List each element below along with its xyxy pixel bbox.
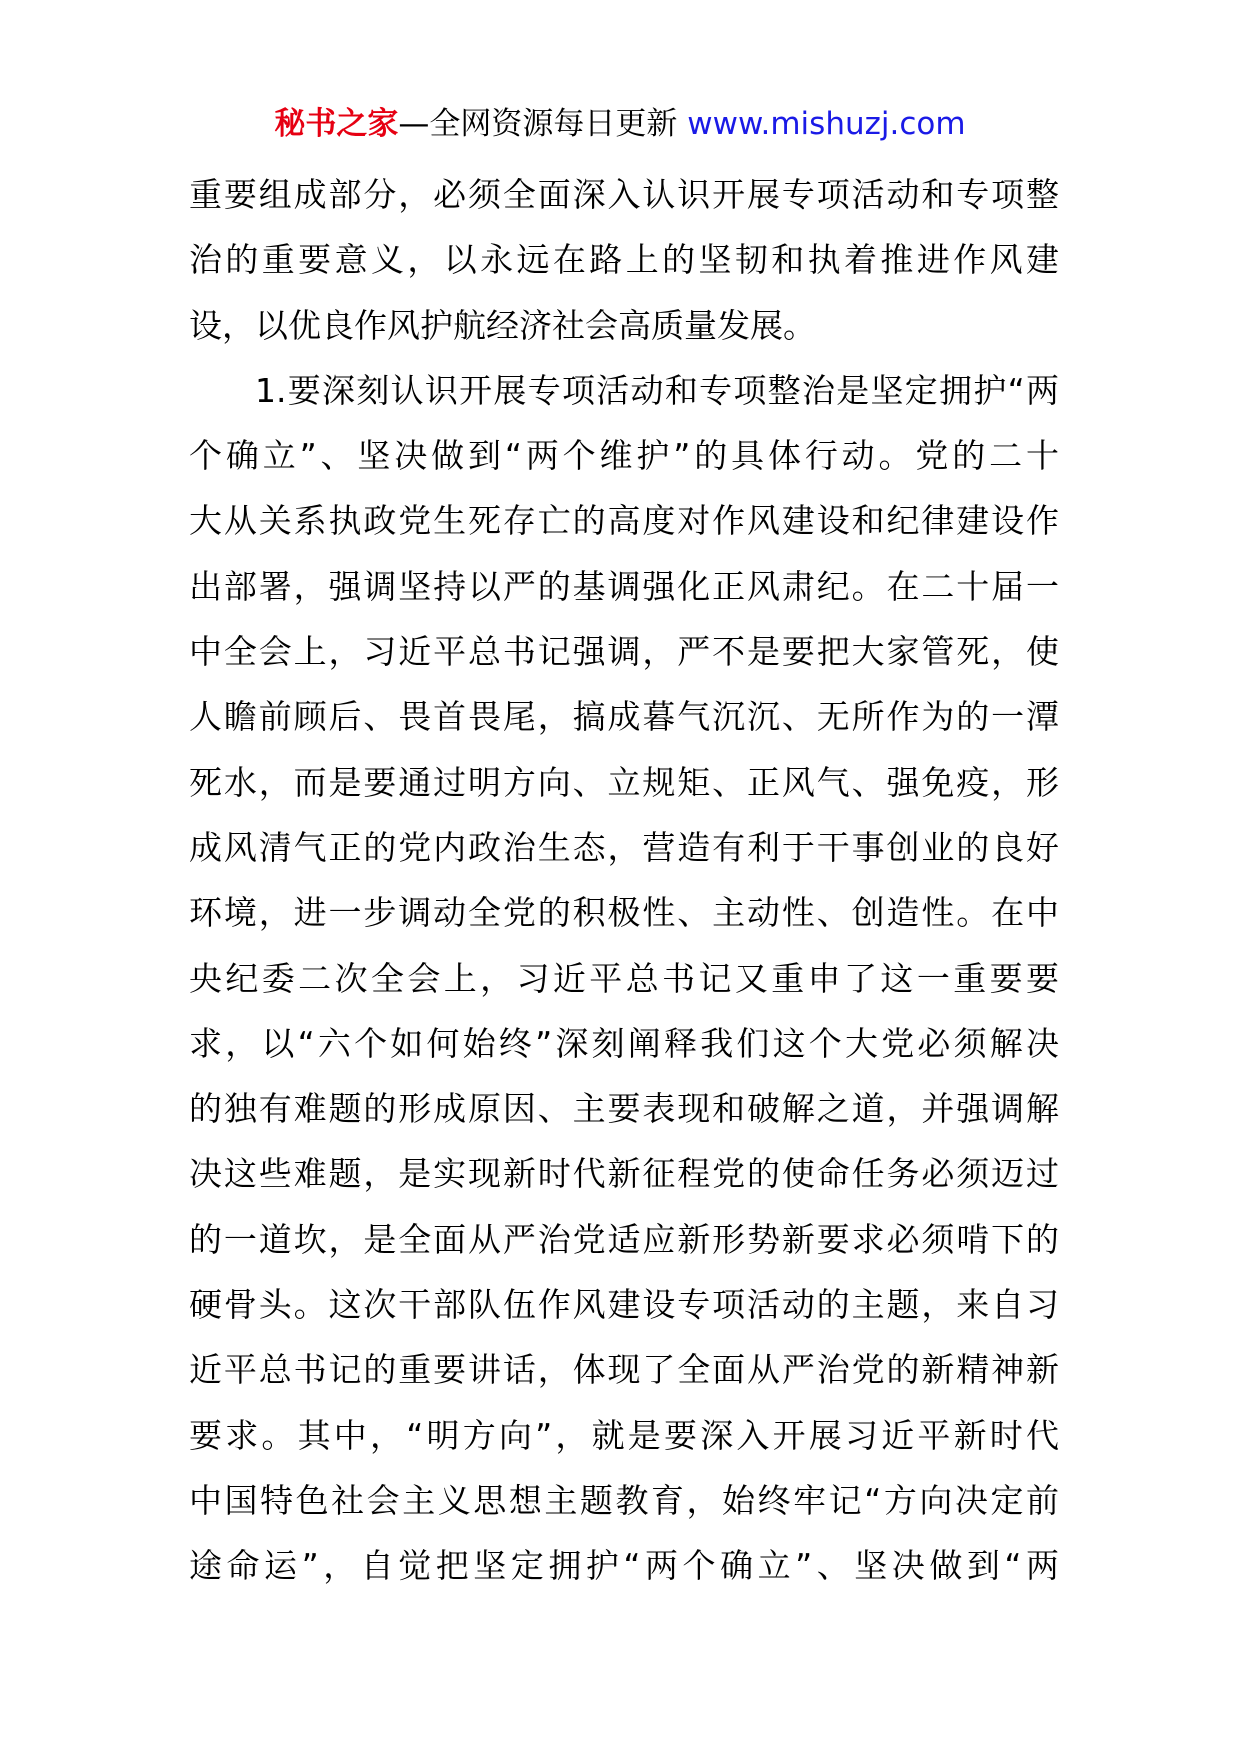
text-line: 大从关系执政党生死存亡的高度对作风建设和纪律建设作 bbox=[189, 501, 1059, 541]
text-line: 中全会上，习近平总书记强调，严不是要把大家管死，使 bbox=[189, 632, 1059, 672]
site-brand: 秘书之家 bbox=[274, 106, 399, 142]
text-line: 设，以优良作风护航经济社会高质量发展。 bbox=[189, 305, 816, 345]
text-line: 中国特色社会主义思想主题教育，始终牢记“方向决定前 bbox=[189, 1480, 1059, 1520]
text-line: 出部署，强调坚持以严的基调强化正风肃纪。在二十届一 bbox=[189, 566, 1059, 606]
text-line: 的独有难题的形成原因、主要表现和破解之道，并强调解 bbox=[189, 1089, 1059, 1129]
text-line: 求，以“六个如何始终”深刻阐释我们这个大党必须解决 bbox=[189, 1023, 1059, 1063]
text-line: 成风清气正的党内政治生态，营造有利于干事创业的良好 bbox=[189, 827, 1059, 867]
site-tagline: —全网资源每日更新 bbox=[398, 106, 688, 142]
text-line: 重要组成部分，必须全面深入认识开展专项活动和专项整 bbox=[189, 175, 1059, 214]
text-line: 死水，而是要通过明方向、立规矩、正风气、强免疫，形 bbox=[189, 762, 1059, 802]
text-line: 人瞻前顾后、畏首畏尾，搞成暮气沉沉、无所作为的一潭 bbox=[189, 697, 1059, 737]
text-line: 1.要深刻认识开展专项活动和专项整治是坚定拥护“两 bbox=[255, 370, 1059, 410]
text-line: 治的重要意义，以永远在路上的坚韧和执着推进作风建 bbox=[189, 240, 1059, 280]
document-body bbox=[189, 162, 1059, 1599]
site-url-link[interactable]: www.mishuzj.com bbox=[687, 106, 966, 142]
text-line: 硬骨头。这次干部队伍作风建设专项活动的主题，来自习 bbox=[189, 1285, 1059, 1325]
text-line: 个确立”、坚决做到“两个维护”的具体行动。党的二十 bbox=[189, 436, 1059, 476]
site-header bbox=[0, 102, 1240, 146]
text-line: 央纪委二次全会上，习近平总书记又重申了这一重要要 bbox=[189, 958, 1059, 998]
text-line: 环境，进一步调动全党的积极性、主动性、创造性。在中 bbox=[189, 893, 1059, 933]
text-line: 近平总书记的重要讲话，体现了全面从严治党的新精神新 bbox=[189, 1350, 1059, 1390]
text-line: 决这些难题，是实现新时代新征程党的使命任务必须迈过 bbox=[189, 1154, 1059, 1194]
text-line: 要求。其中，“明方向”，就是要深入开展习近平新时代 bbox=[189, 1415, 1059, 1455]
text-line: 途命运”，自觉把坚定拥护“两个确立”、坚决做到“两 bbox=[189, 1546, 1059, 1586]
text-line: 的一道坎，是全面从严治党适应新形势新要求必须啃下的 bbox=[189, 1219, 1059, 1259]
